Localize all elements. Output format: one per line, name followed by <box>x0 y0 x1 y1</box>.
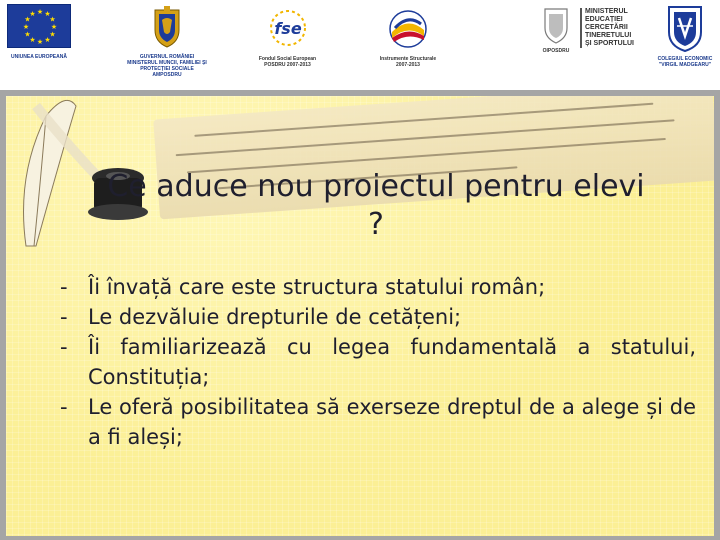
svg-text:★: ★ <box>24 15 31 24</box>
logo-caption: Instrumente Structurale 2007-2013 <box>379 56 437 68</box>
list-item: - Le dezvăluie drepturile de cetățeni; <box>56 302 696 332</box>
svg-text:★: ★ <box>36 8 44 16</box>
logo-caption: Fondul Social European POSDRU 2007-2013 <box>258 56 317 68</box>
list-item: - Îi învață care este structura statului român; <box>56 272 696 302</box>
fse-logo <box>250 4 325 68</box>
slide-title: Ce aduce nou proiectul pentru elevi ? <box>107 169 645 242</box>
structural-instruments-icon <box>383 8 433 50</box>
eu-flag-icon <box>7 4 71 48</box>
logo-caption: UNIUNEA EUROPEANĂ <box>11 54 67 60</box>
slide-frame <box>0 90 720 540</box>
logo-caption: COLEGIUL ECONOMIC "VIRGIL MADGEARU" <box>657 56 713 68</box>
ministry-logo <box>536 4 656 54</box>
svg-text:★: ★ <box>44 36 51 44</box>
logo-banner <box>0 0 720 90</box>
fse-mark: fse <box>273 19 302 38</box>
college-logo <box>650 4 720 68</box>
svg-text:★: ★ <box>36 38 44 46</box>
svg-text:★: ★ <box>50 23 58 31</box>
svg-text:★: ★ <box>22 23 30 31</box>
svg-text:★: ★ <box>29 36 36 44</box>
fse-icon <box>263 8 313 48</box>
ministry-crest-icon <box>541 6 571 44</box>
svg-text:★: ★ <box>24 30 31 39</box>
list-item: - Îi familiarizează cu legea fundamentală a statului, Constituția; <box>56 332 696 392</box>
bullet-list <box>56 272 696 452</box>
eu-logo <box>4 4 74 60</box>
svg-text:★: ★ <box>29 10 36 18</box>
structural-instruments-logo <box>368 4 448 68</box>
slide <box>6 96 714 536</box>
college-crest-icon <box>665 4 705 52</box>
svg-text:★: ★ <box>49 15 56 24</box>
ministry-name: MINISTERUL EDUCAȚIEI CERCETĂRII TINERETULUI ȘI SPORTULUI <box>580 8 634 48</box>
coat-of-arms-icon <box>152 6 182 48</box>
government-logo <box>112 4 222 78</box>
list-item: - Le oferă posibilitatea să exerseze dreptul de a alege și de a fi aleși; <box>56 392 696 452</box>
logo-caption: OIPOSDRU <box>542 48 570 54</box>
svg-text:★: ★ <box>49 30 56 39</box>
logo-caption: GUVERNUL ROMÂNIEI MINISTERUL MUNCII, FAMILIEI ȘI PROTECȚIEI SOCIALE AMPOSDRU <box>127 54 207 78</box>
svg-text:★: ★ <box>44 10 51 18</box>
